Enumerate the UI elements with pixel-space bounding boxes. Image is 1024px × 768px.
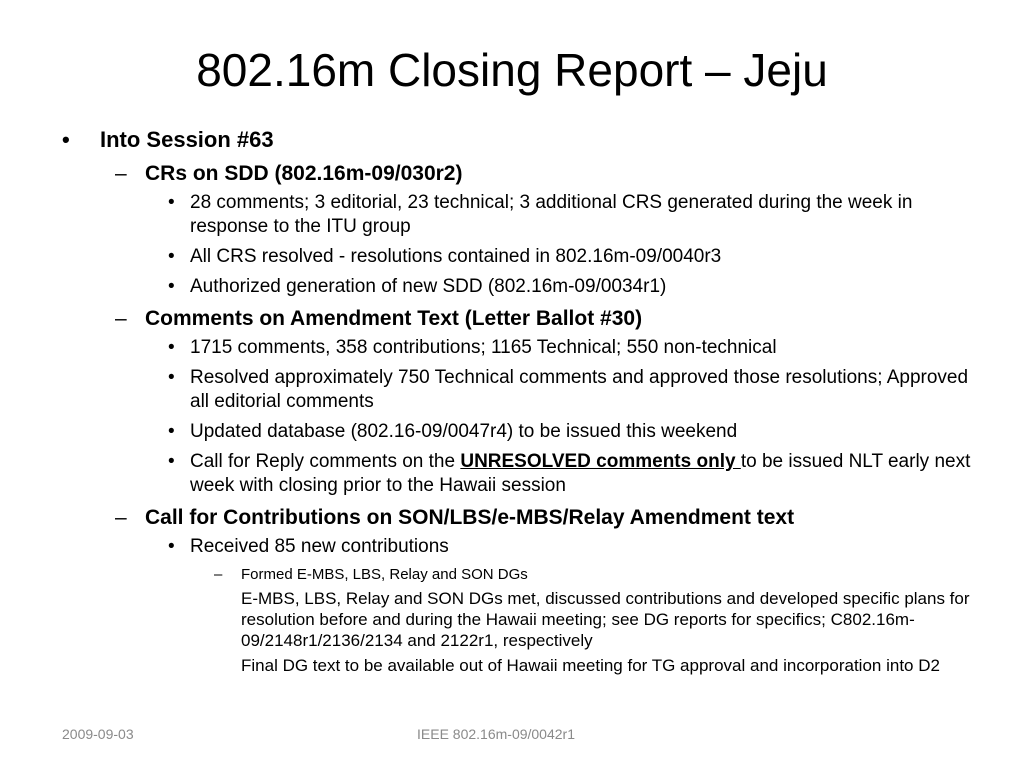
bullet-marker: •	[168, 367, 175, 388]
bullet-marker: •	[168, 246, 175, 267]
bullet-marker: •	[168, 451, 175, 472]
slide-body	[52, 126, 982, 680]
dash-marker: –	[115, 307, 127, 330]
bullet-marker: •	[168, 421, 175, 442]
bullet-text: 28 comments; 3 editorial, 23 technical; 3 additional CRS generated during the week in response to the ITU group	[190, 192, 913, 237]
bullet-text: Into Session #63	[100, 127, 274, 152]
slide-title: 802.16m Closing Report – Jeju	[196, 44, 828, 96]
bullet-marker: •	[168, 536, 175, 557]
dash-marker: –	[214, 566, 223, 583]
reply-call-prefix: Call for Reply comments on the	[190, 451, 461, 472]
bullet-into-session	[52, 126, 982, 154]
bullet-marker: •	[168, 337, 175, 358]
paragraph-text: E-MBS, LBS, Relay and SON DGs met, discussed contributions and developed specific plans for resolution before and during the Hawaii meeting; see DG reports for specifics; C802.16m-09/2148r1/2136/2134 and 2122r1, respectively	[241, 589, 970, 650]
bullet-text: CRs on SDD (802.16m-09/030r2)	[145, 162, 463, 185]
bullet-amendment-comments	[52, 305, 982, 332]
bullet-amendment-resolved	[52, 366, 982, 414]
bullet-marker: •	[62, 127, 70, 152]
reply-call-suffix: to be issued NLT early next week with closing prior to the Hawaii session	[190, 451, 971, 496]
bullet-received-contributions	[52, 535, 982, 559]
paragraph-dgs-met	[52, 588, 982, 651]
bullet-marker: •	[168, 276, 175, 297]
paragraph-text: Final DG text to be available out of Hawaii meeting for TG approval and incorporation into D2	[241, 656, 940, 675]
bullet-text	[190, 450, 982, 498]
bullet-text: Authorized generation of new SDD (802.16m-09/0034r1)	[190, 276, 667, 297]
bullet-text: Call for Contributions on SON/LBS/e-MBS/Relay Amendment text	[145, 506, 795, 529]
bullet-amendment-counts	[52, 336, 982, 360]
bullet-text: 1715 comments, 358 contributions; 1165 Technical; 550 non-technical	[190, 337, 777, 358]
bullet-text: Formed E-MBS, LBS, Relay and SON DGs	[241, 566, 528, 583]
bullet-text: All CRS resolved - resolutions contained in 802.16m-09/0040r3	[190, 246, 722, 267]
bullet-crs-on-sdd	[52, 160, 982, 187]
bullet-formed-dgs	[52, 565, 982, 584]
bullet-text: Comments on Amendment Text (Letter Ballot #30)	[145, 307, 643, 330]
bullet-text: Updated database (802.16-09/0047r4) to be issued this weekend	[190, 421, 738, 442]
bullet-crs-authorized	[52, 275, 982, 299]
footer-date: 2009-09-03	[62, 726, 134, 742]
bullet-call-for-contributions	[52, 504, 982, 531]
unresolved-emphasis: UNRESOLVED comments only	[460, 451, 741, 472]
bullet-amendment-database	[52, 420, 982, 444]
bullet-amendment-reply-call	[52, 450, 982, 498]
dash-marker: –	[115, 506, 127, 529]
footer-document-id: IEEE 802.16m-09/0042r1	[417, 726, 575, 742]
bullet-marker: •	[168, 192, 175, 213]
bullet-crs-resolved	[52, 245, 982, 269]
bullet-crs-comments	[52, 191, 982, 239]
bullet-text: Received 85 new contributions	[190, 536, 449, 557]
paragraph-final-dg-text	[52, 655, 982, 676]
dash-marker: –	[115, 162, 127, 185]
bullet-text: Resolved approximately 750 Technical comments and approved those resolutions; Approved all editorial comments	[190, 367, 969, 412]
